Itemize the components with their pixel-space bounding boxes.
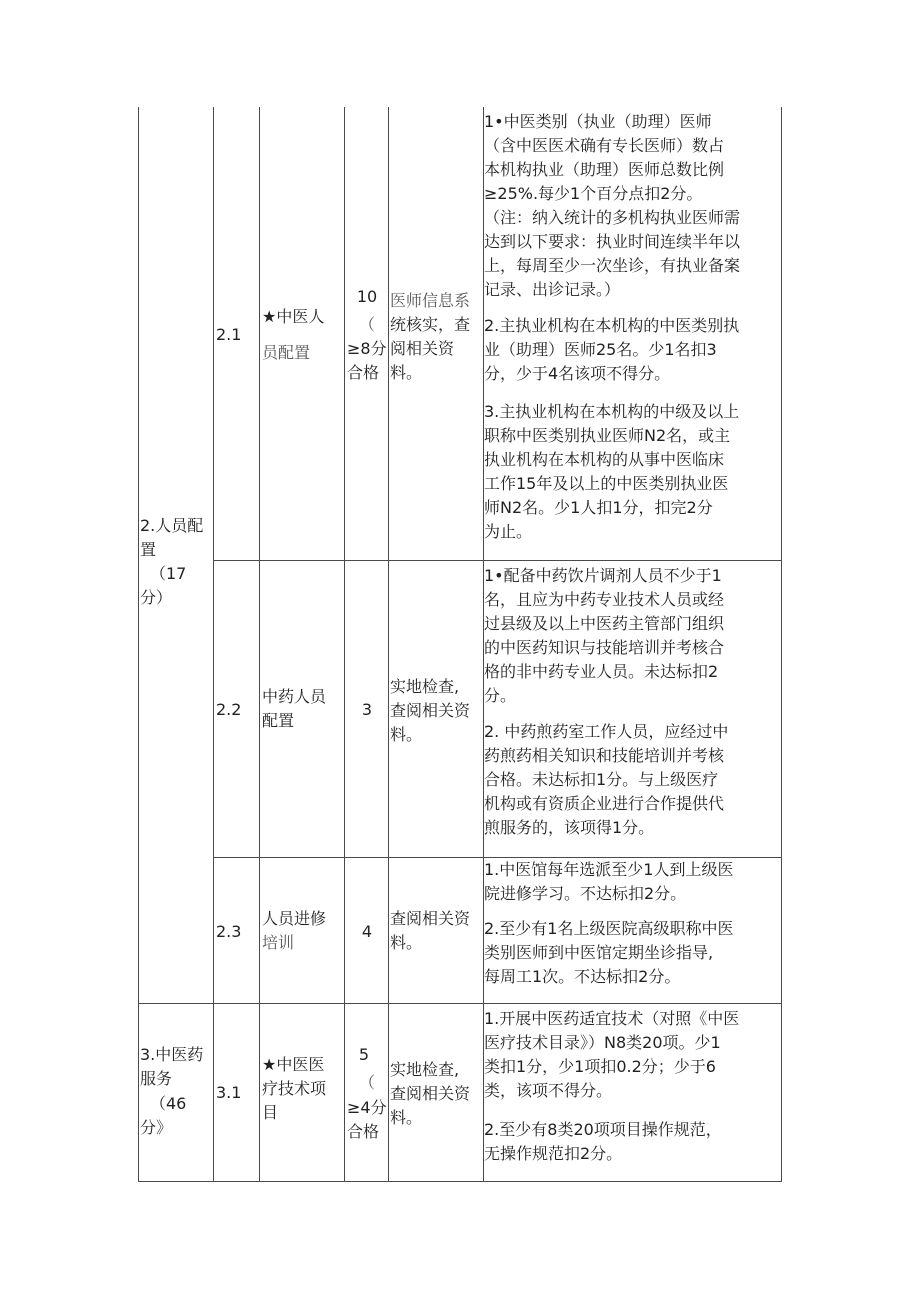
criteria-line: 煎服务的，该项得1分。: [484, 818, 655, 837]
check-method: 查阅相关资: [390, 701, 471, 720]
criteria-paragraph: [484, 400, 780, 544]
item-score: （: [358, 1073, 375, 1092]
item-score: ≥4分: [347, 1098, 387, 1117]
table-col-line: [213, 107, 214, 1182]
check-method: 料。: [390, 933, 423, 952]
check-method: 料。: [390, 725, 423, 744]
section-divider: [138, 1003, 782, 1004]
criteria-line: ≥25%.每少1个百分点扣2分。: [484, 184, 703, 203]
item-score: （: [358, 315, 375, 334]
item-name: 培训: [262, 933, 295, 952]
item-name: 疗技术项: [262, 1079, 327, 1098]
criteria-line: （注：纳入统计的多机构执业医师需: [484, 208, 741, 227]
category-text: 3.中医药: [140, 1045, 204, 1064]
table-border-right: [781, 107, 782, 1182]
item-name: ★中医人: [262, 307, 325, 326]
category-score: （17: [150, 564, 187, 583]
criteria-line: 每周工1次。不达标扣2分。: [484, 967, 681, 986]
criteria-line: 过县级及以上中医药主管部门组织: [484, 614, 725, 633]
item-code: 2.2: [216, 700, 242, 719]
criteria-line: 职称中医类别执业医师N2名，或主: [484, 426, 731, 445]
criteria-line: 1.开展中医药适宜技术（对照《中医: [484, 1009, 740, 1028]
check-method: 阅相关资: [390, 339, 455, 358]
check-method: 统核实，查: [390, 315, 471, 334]
criteria-paragraph: [484, 1007, 780, 1103]
criteria-paragraph: [484, 917, 780, 989]
table-border-left: [138, 107, 139, 1182]
item-score: ≥8分: [347, 339, 387, 358]
category-score: 分》: [140, 1118, 173, 1137]
item-score: 合格: [347, 363, 380, 382]
criteria-line: 2. 中药煎药室工作人员，应经过中: [484, 722, 729, 741]
criteria-line: 机构或有资质企业进行合作提供代: [484, 794, 725, 813]
table-col-line: [344, 107, 345, 1182]
criteria-line: 类扣1分，少1项扣0.2分；少于6: [484, 1057, 716, 1076]
item-code: 2.3: [216, 922, 242, 941]
item-score: 10: [356, 287, 378, 306]
criteria-line: 本机构执业（助理）医师总数比例: [484, 160, 725, 179]
criteria-line: 格的非中药专业人员。未达标扣2: [484, 662, 719, 681]
category-score: （46: [150, 1094, 187, 1113]
criteria-line: 类，该项不得分。: [484, 1081, 613, 1100]
criteria-line: 记录、出诊记录。）: [484, 280, 621, 299]
item-name: 人员进修: [262, 909, 327, 928]
criteria-line: 师N2名。少1人扣1分，扣完2分: [484, 498, 713, 517]
item-code: 2.1: [216, 325, 242, 344]
category-text: 2.人员配: [140, 516, 204, 535]
item-score: 合格: [347, 1122, 380, 1141]
criteria-line: 分，少于4名该项不得分。: [484, 364, 671, 383]
row-divider: [213, 560, 782, 561]
criteria-line: 无操作规范扣2分。: [484, 1144, 623, 1163]
criteria-line: 上，每周至少一次坐诊，有执业备案: [484, 256, 741, 275]
criteria-line: 名，且应为中药专业技术人员或经: [484, 590, 725, 609]
criteria-line: 1.中医馆每年选派至少1人到上级医: [484, 860, 734, 879]
criteria-line: 的中医药知识与技能培训并考核合: [484, 638, 725, 657]
check-method: 实地检查,: [390, 1060, 460, 1079]
criteria-line: 业（助理）医师25名。少1名扣3: [484, 340, 717, 359]
criteria-line: 达到以下要求：执业时间连续半年以: [484, 232, 741, 251]
check-method: 查阅相关资: [390, 909, 471, 928]
check-method: 料。: [390, 363, 423, 382]
item-name: 目: [262, 1103, 279, 1122]
table-col-line: [388, 107, 389, 1182]
criteria-paragraph: [484, 1118, 780, 1166]
criteria-line: 2.至少有1名上级医院高级职称中医: [484, 919, 734, 938]
item-name: 配置: [262, 711, 295, 730]
criteria-paragraph: [484, 314, 780, 386]
item-score: 5: [358, 1045, 370, 1064]
criteria-line: 分。: [484, 686, 517, 705]
criteria-paragraph: [484, 720, 780, 840]
criteria-line: 为止。: [484, 522, 533, 541]
criteria-line: 2.至少有8类20项项目操作规范，: [484, 1120, 722, 1139]
criteria-line: 工作15年及以上的中医类别执业医: [484, 474, 729, 493]
item-score: 3: [361, 700, 373, 719]
item-score: 4: [361, 922, 373, 941]
table-col-line: [259, 107, 260, 1182]
item-name: 中药人员: [262, 687, 327, 706]
item-code: 3.1: [216, 1083, 242, 1102]
criteria-line: （含中医医术确有专长医师）数占: [484, 136, 725, 155]
criteria-paragraph: [484, 110, 780, 302]
criteria-line: 1•配备中药饮片调剂人员不少于1: [484, 566, 722, 585]
criteria-line: 合格。未达标扣1分。与上级医疗: [484, 770, 719, 789]
criteria-line: 医疗技术目录》）N8类20项。少1: [484, 1033, 721, 1052]
criteria-line: 药煎药相关知识和技能培训并考核: [484, 746, 725, 765]
criteria-paragraph: [484, 564, 780, 708]
category-score: 分）: [140, 588, 173, 607]
criteria-line: 执业机构在本机构的从事中医临床: [484, 450, 725, 469]
check-method: 实地检查,: [390, 677, 460, 696]
criteria-line: 院进修学习。不达标扣2分。: [484, 884, 687, 903]
item-name: 员配置: [262, 343, 311, 362]
check-method: 查阅相关资: [390, 1084, 471, 1103]
criteria-line: 类别医师到中医馆定期坐诊指导,: [484, 943, 714, 962]
criteria-line: 2.主执业机构在本机构的中医类别执: [484, 316, 740, 335]
criteria-line: 1•中医类别（执业（助理）医师: [484, 112, 712, 131]
check-method: 医师信息系: [390, 291, 471, 310]
criteria-line: 3.主执业机构在本机构的中级及以上: [484, 402, 740, 421]
item-name: ★中医医: [262, 1055, 325, 1074]
category-text: 置: [140, 540, 157, 559]
category-text: 服务: [140, 1069, 173, 1088]
criteria-paragraph: [484, 858, 780, 906]
table-border-bottom: [138, 1181, 782, 1182]
check-method: 料。: [390, 1108, 423, 1127]
